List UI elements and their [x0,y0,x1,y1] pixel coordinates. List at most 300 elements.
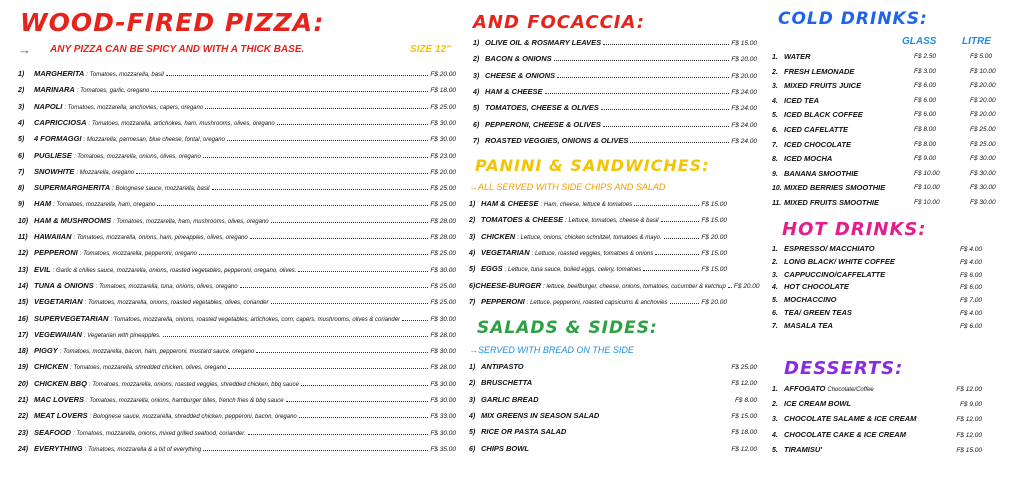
menu-item [18,216,456,227]
item-description: : Tomatoes, mozzarella, onions, roasted veggies, shredded chicken, bbq sauce [88,381,299,388]
item-number: 9) [18,201,25,209]
item-number: 3) [469,396,476,404]
item-number: 6. [772,127,778,134]
item-number: 19) [18,364,29,372]
item-name: MASALA TEA [784,320,833,330]
item-description: : Tomatoes, mozzarella, pepperoni, oregano [79,251,197,258]
item-name: AFFOGATO [784,384,826,393]
item-name: GARLIC BREAD [481,394,539,404]
item-number: 2. [772,258,778,266]
dot-leader [661,221,700,222]
item-price: F$ 9.00 [959,401,982,409]
item-number: 23) [18,429,29,437]
item-description: : Tomatoes, mozzarella, onions, mixed grilled seafood, coriander. [73,430,246,437]
litre-price: F$ 20.00 [970,111,996,119]
item-description: Chocolate/Coffee [827,387,874,393]
item-name: OLIVE OIL & ROSMARY LEAVES [485,38,602,47]
item-description: : Bolognese sauce, mozzarella, basil [112,186,210,193]
item-name: ICE CREAM BOWL [784,399,852,409]
item-number: 6) [473,121,480,129]
item-price: F$ 25.00 [430,103,456,111]
litre-price: F$ 30.00 [970,184,996,192]
item-name: HOT CHOCOLATE [784,282,849,292]
item-number: 7. [772,141,778,149]
item-description: : Garlic & chilies sauce, mozzarella, onions, roasted vegetables, pepperoni, oregano, olives. [52,267,297,274]
dot-leader [402,320,428,321]
item-price: F$ 30.00 [430,119,456,127]
item-price: F$ 18.00 [731,429,757,437]
item-description: : Tomatoes, mozzarella, onions, ham, pineapples, olives, oregano [73,235,248,241]
menu-item [469,427,757,437]
item-price: F$ 15.00 [731,412,757,420]
item-description: : Tomatoes, mozzarella & a bit of everything [84,446,202,453]
item-name: MIXED FRUITS JUICE [784,81,862,91]
menu-item [473,38,757,48]
item-name: TOMATOES & CHEESE [481,215,564,225]
menu-item [18,199,456,210]
item-price: F$ 15.00 [701,249,727,257]
litre-price: F$ 20.00 [970,82,996,90]
menu-item [772,321,982,331]
dot-leader [286,401,429,402]
menu-item [18,314,456,325]
item-description: : Lettuce, tomatoes, cheese & basil [565,218,659,225]
item-price: F$ 20.00 [430,168,456,176]
glass-price: F$ 3.00 [914,67,937,75]
pizza-size: SIZE 12" [410,44,451,55]
item-name: ANTIPASTO [481,362,524,371]
dot-leader [603,44,729,45]
dot-leader [256,352,428,353]
dot-leader [634,205,699,206]
item-price: F$ 15.00 [956,446,982,454]
item-name: MOCHACCINO [784,295,837,305]
item-name: PEPPERONI, CHEESE & OLIVES [485,119,601,129]
item-name: CAPRICCIOSA [34,117,87,127]
glass-price: F$ 6.00 [914,82,937,90]
item-name: ICED TEA [784,95,820,105]
item-price: F$ 20.00 [733,282,760,290]
item-name: HAM [34,199,52,209]
item-number: 3) [469,233,476,241]
item-name: FRESH LEMONADE [784,66,855,76]
menu-item [18,183,456,194]
item-number: 15) [18,299,29,307]
item-description: : Lettuce, tuna sauce, boiled eggs, celery, tomatoes [504,267,642,274]
item-name: MIXED FRUITS SMOOTHIE [784,198,880,207]
item-number: 2) [469,380,476,388]
item-name: ICED CHOCOLATE [784,139,851,149]
item-price: F$ 25.00 [430,299,456,307]
item-price: F$ 12.00 [956,431,982,439]
item-name: MARINARA [34,85,75,95]
cold-drinks-title: COLD DRINKS: [778,9,928,29]
item-name: WATER [784,52,811,61]
item-name: HAWAIIAN [34,232,72,241]
dot-leader [199,254,428,255]
item-price: F$ 20.00 [701,298,727,306]
item-number: 4) [18,119,25,127]
item-number: 3. [772,271,778,279]
item-number: 1) [473,40,480,47]
item-number: 18) [18,348,29,356]
item-name: MIXED BERRIES SMOOTHIE [784,183,886,193]
dot-leader [298,271,428,272]
dot-leader [212,189,429,190]
litre-header: LITRE [962,36,991,47]
item-description: : Mozzarella, oregano [76,169,135,176]
item-number: 8. [772,156,778,164]
item-name: HAM & CHEESE [485,86,543,96]
item-number: 2) [469,217,476,225]
salads-title: SALADS & SIDES: [477,318,658,338]
focaccia-title: AND FOCACCIA: [473,12,645,33]
menu-item [18,379,456,390]
menu-item [772,125,1012,135]
item-price: F$ 30.00 [430,136,456,144]
item-price: F$ 6.00 [959,322,982,330]
item-number: 4) [469,249,476,257]
item-name: CHEESE & ONIONS [485,70,556,80]
item-price: F$ 30.00 [430,348,456,356]
item-name: MIX GREENS IN SEASON SALAD [481,410,600,420]
item-price: F$ 23.00 [430,152,456,160]
item-description: : Tomatoes, mozzarella, basil [86,72,164,78]
item-price: F$ 12.00 [731,380,757,388]
glass-price: F$ 10.00 [914,184,940,192]
dot-leader [166,75,429,76]
item-price: F$ 30.00 [430,266,456,274]
menu-item [772,399,982,409]
item-price: F$ 35.00 [430,445,456,453]
litre-price: F$ 30.00 [970,155,996,163]
item-number: 6) [469,282,476,290]
item-description: : Tomatoes, mozzarella, onions, hamburger bites, french fries & bbq sauce [86,398,284,404]
menu-item [18,395,456,406]
item-name: EVIL [34,264,51,274]
item-price: F$ 30.00 [430,315,456,323]
item-name: HAM & CHEESE [481,199,539,208]
item-name: PEPPERONI [34,248,78,258]
dot-leader [643,270,699,271]
item-number: 6) [18,152,25,160]
item-number: 2) [473,56,480,64]
item-name: NAPOLI [34,101,63,111]
menu-item [772,430,982,440]
item-number: 1. [772,386,778,393]
menu-item [772,183,1012,193]
menu-item [469,411,757,421]
item-price: F$ 24.00 [731,105,757,113]
dot-leader [728,287,732,288]
item-description: : Mozzarella, parmesan, blue cheese, fontal, oregano [83,137,225,144]
dot-leader [157,205,428,206]
menu-item [469,378,757,388]
menu-item [18,232,456,243]
item-name: ICED MOCHA [784,154,833,164]
item-number: 8) [18,185,25,193]
dot-leader [603,126,729,127]
item-number: 4. [772,97,778,105]
dot-leader [277,124,429,125]
glass-price: F$ 6.00 [914,111,937,119]
item-name: CHOCOLATE SALAME & ICE CREAM [784,414,917,424]
item-price: F$ 25.00 [430,282,456,290]
arrow-icon: → [18,42,31,57]
menu-item [772,414,982,424]
menu-item [18,118,456,129]
item-name: TOMATOES, CHEESE & OLIVES [485,103,599,113]
item-price: F$ 15.00 [701,201,727,208]
menu-item [772,257,982,267]
item-name: CAPPUCCINO/CAFFELATTE [784,269,886,279]
item-name: BRUSCHETTA [481,378,533,388]
dot-leader [301,385,429,386]
item-number: 7) [18,168,25,176]
item-number: 2) [18,87,25,95]
item-price: F$ 24.00 [731,121,757,129]
litre-price: F$ 30.00 [970,199,996,206]
item-name: MEAT LOVERS [34,411,88,421]
litre-price: F$ 20.00 [970,96,996,104]
dot-leader [203,157,429,158]
glass-price: F$ 10.00 [914,199,940,206]
dot-leader [664,238,700,239]
item-name: BACON & ONIONS [485,54,552,64]
item-number: 1) [469,364,476,371]
item-price: F$ 30.00 [430,397,456,404]
menu-item [772,154,1012,164]
glass-price: F$ 8.00 [914,140,937,148]
menu-item [18,411,456,422]
litre-price: F$ 25.00 [970,140,996,148]
menu-item [18,167,456,178]
menu-item [473,103,757,113]
dot-leader [248,434,429,435]
menu-item [473,54,757,64]
item-name: CHIPS BOWL [481,443,529,453]
menu-item [772,295,982,305]
item-price: F$ 6.00 [959,284,982,292]
menu-item [473,87,757,97]
item-number: 2. [772,401,778,409]
menu-item [772,140,1012,150]
item-number: 4) [473,88,480,96]
item-price: F$ 25.00 [430,250,456,258]
item-price: F$ 12.00 [956,386,982,393]
desserts-title: DESSERTS: [784,358,904,379]
item-price: F$ 30.00 [430,380,456,388]
menu-item [469,199,727,210]
item-name: EVERYTHING [34,443,83,453]
item-price: F$ 15.00 [701,266,727,274]
item-price: F$ 28.00 [430,234,456,241]
dot-leader [655,254,699,255]
panini-subtitle: →ALL SERVED WITH SIDE CHIPS AND SALAD [469,182,666,192]
item-description: : Lettuce, pepperoni, roasted capsicums & anchovies [526,299,668,306]
dot-leader [151,91,428,92]
item-price: F$ 28.00 [430,364,456,372]
item-name: 4 FORMAGGI [34,134,82,144]
dot-leader [545,93,730,94]
item-price: F$ 33.00 [430,413,456,421]
item-description: : Lettuce, onions, chicken schnitzel, tomatoes & mayo. [517,234,662,241]
menu-item [469,280,760,292]
menu-item [772,52,1012,62]
item-name: CHICKEN BBQ [34,378,87,388]
item-name: ICED BLACK COFFEE [784,110,863,120]
item-price: F$ 24.00 [731,88,757,96]
item-number: 13) [18,266,29,274]
item-number: 10. [772,185,782,193]
item-number: 11. [772,200,782,207]
item-number: 5. [772,297,778,305]
item-name: SNOWHITE [34,166,75,176]
dot-leader [163,336,429,337]
dot-leader [670,303,700,304]
item-price: F$ 4.00 [959,310,982,317]
item-price: F$ 7.00 [959,297,982,305]
menu-item [18,134,456,145]
dot-leader [228,368,428,369]
item-name: ESPRESSO/ MACCHIATO [784,244,875,253]
item-price: F$ 20.00 [430,71,456,78]
item-price: F$ 28.00 [430,217,456,225]
item-number: 22) [18,413,29,421]
pizza-subtitle: ANY PIZZA CAN BE SPICY AND WITH A THICK BASE. [50,44,305,55]
item-number: 10) [18,217,29,225]
menu-item [18,444,456,455]
item-price: F$ 18.00 [430,87,456,95]
item-number: 24) [18,445,29,453]
menu-item [473,120,757,130]
item-name: HAM & MUSHROOMS [34,215,112,225]
menu-item [18,151,456,162]
item-description: : Tomatoes, mozzarella, ham, oregano [53,202,156,209]
item-number: 12) [18,250,29,258]
item-name: EGGS [481,264,503,274]
item-number: 11) [18,234,28,241]
item-name: LONG BLACK/ WHITE COFFEE [784,256,895,266]
item-price: F$ 12.00 [956,416,982,424]
item-number: 17) [18,331,29,339]
item-price: F$ 20.00 [731,72,757,80]
menu-item [772,67,1012,77]
item-number: 6) [469,445,476,453]
item-number: 4. [772,284,778,292]
menu-item [18,248,456,259]
dot-leader [136,173,428,174]
menu-item [469,444,757,454]
item-number: 5. [772,112,778,120]
item-name: SUPERMARGHERITA [34,183,111,193]
salads-subtitle: →SERVED WITH BREAD ON THE SIDE [469,345,634,355]
menu-item [772,282,982,292]
item-price: F$ 25.00 [430,185,456,193]
menu-item [18,297,456,308]
menu-item [18,281,456,292]
dot-leader [250,238,429,239]
item-number: 7) [469,298,476,306]
menu-item [469,264,727,275]
item-number: 3. [772,416,778,424]
item-price: F$ 25.00 [430,201,456,209]
menu-item [772,384,982,395]
item-number: 5) [18,136,25,144]
item-description: : Tomatoes, mozzarella, artichokes, ham, mushrooms, olives, oregano [88,120,275,127]
item-name: ROASTED VEGGIES, ONIONS & OLIVES [485,135,629,145]
item-price: F$ 20.00 [731,56,757,64]
item-number: 5) [473,105,480,113]
item-description: : Tomatoes, mozzarella, onions, roasted vegetables, olives, coriander [84,300,269,307]
litre-price: F$ 10.00 [970,67,996,75]
item-number: 3) [473,72,480,80]
item-name: CHEESE-BURGER [475,280,542,290]
item-price: F$ 15.00 [701,217,727,225]
menu-item [772,445,982,455]
item-description: : Tomatoes, mozzarella, onions, olives, oregano [73,153,201,160]
item-number: 4) [469,412,476,420]
dot-leader [205,108,428,109]
menu-item [469,232,727,243]
item-name: PUGLIESE [34,150,72,160]
item-number: 7. [772,322,778,330]
item-name: CHICKEN [481,231,516,241]
item-description: : lettuce, beefburger, cheese, onions, tomatoes, cucumber & ketchup [543,283,726,290]
item-description: : Vegetarian with pineapples. [83,332,161,339]
dot-leader [240,287,429,288]
glass-price: F$ 10.00 [914,169,940,177]
dot-leader [557,77,729,78]
menu-item [772,96,1012,106]
item-number: 5. [772,446,778,454]
menu-item [473,71,757,81]
item-number: 16) [18,315,29,323]
litre-price: F$ 25.00 [970,126,996,133]
pizza-title: WOOD-FIRED PIZZA: [20,8,325,37]
item-name: PIGGY [34,346,58,356]
item-number: 1) [18,71,25,78]
item-number: 9. [772,170,778,178]
item-name: PEPPERONI [481,296,525,306]
menu-item [772,270,982,280]
litre-price: F$ 5.00 [970,53,993,60]
item-name: TIRAMISU' [784,444,823,454]
item-description: : Tomatoes, mozzarella, onions, roasted vegetables, artichokes, corn, capers, mushrooms, olives & coriander [110,316,401,323]
menu-item [18,102,456,113]
item-number: 1. [772,54,778,61]
menu-item [772,198,1012,208]
dot-leader [203,450,428,451]
dot-leader [227,140,428,141]
item-number: 1) [469,201,476,208]
menu-item [469,297,727,308]
item-name: SEAFOOD [34,427,72,437]
item-name: VEGEWAIIAN [34,329,82,339]
item-price: F$ 25.00 [731,364,757,371]
glass-header: GLASS [902,36,937,47]
menu-item [18,69,456,80]
item-name: CHICKEN [34,362,69,372]
menu-item [772,244,982,254]
item-name: VEGETARIAN [481,247,530,257]
item-description: : Tomatoes, mozzarella, ham, mushrooms, olives, oregano [113,218,269,225]
menu-item [18,362,456,373]
item-number: 3) [18,103,25,111]
item-name: ICED CAFELATTE [784,125,849,134]
item-number: 2. [772,68,778,76]
item-name: SUPERVEGETARIAN [34,313,109,323]
